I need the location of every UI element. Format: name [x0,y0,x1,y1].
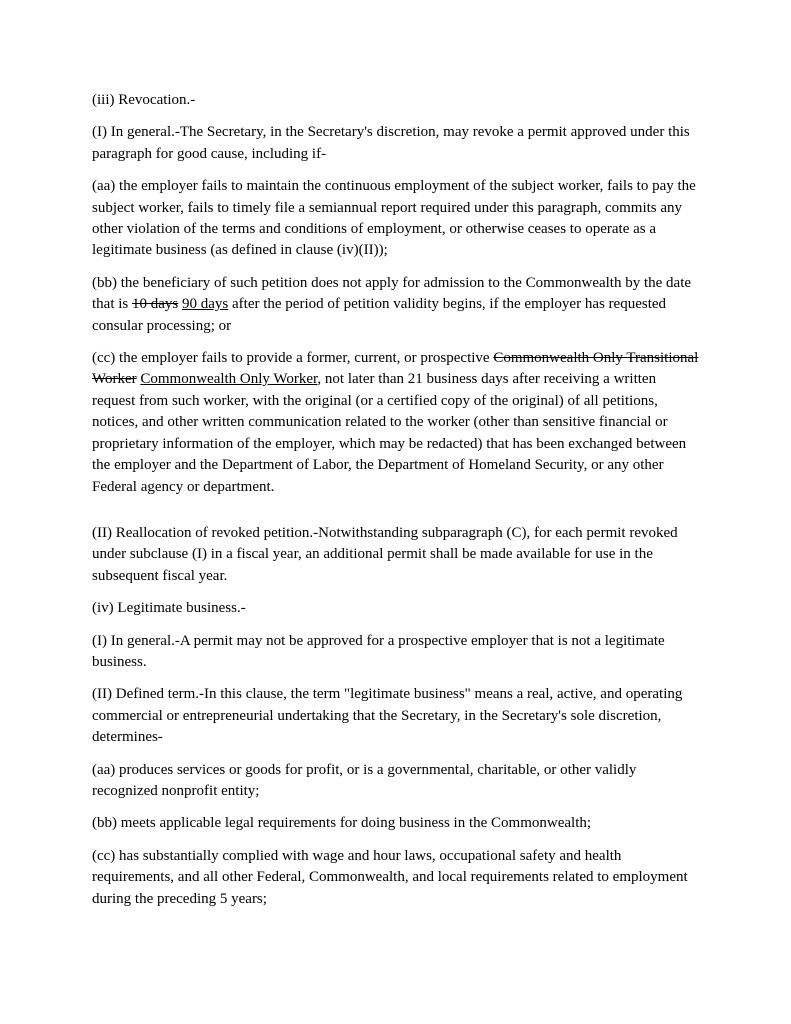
text-run: , not later than 21 business days after receiving a written request from such worker, with the original (or a certified copy of the original) of all petitions, notices, and other written communication related to the worker (other than sensitive financial or proprietary information of the employer, which may be redacted) that has been exchanged between the employer and the Department of Labor, the Department of Homeland Security, or any other Federal agency or department. [92,371,687,495]
item-cc-records-request [92,348,699,498]
inserted-text-run: 90 days [182,296,229,313]
text-run: (I) In general.-A permit may not be approved for a prospective employer that is not a legitimate business. [92,632,665,670]
text-run: (iv) Legitimate business.- [92,600,246,617]
text-run: (I) In general.-The Secretary, in the Secretary's discretion, may revoke a permit approved under this paragraph for good cause, including if- [92,124,690,162]
document-body [92,90,699,921]
text-run: (cc) has substantially complied with wage and hour laws, occupational safety and health requirements, and all other Federal, Commonwealth, and local requirements related to employment during the preceding 5 years; [92,847,688,907]
text-run: (aa) produces services or goods for profit, or is a governmental, charitable, or other validly recognized nonprofit entity; [92,761,637,799]
text-run: after the period of petition validity begins, if the employer has requested consular processing; or [92,296,667,334]
text-run: (II) Reallocation of revoked petition.-Notwithstanding subparagraph (C), for each permit revoked under subclause (I) in a fiscal year, an additional permit shall be made available for use in the subsequent fiscal year. [92,524,678,584]
item-bb-admission-deadline [92,273,699,337]
text-run: (cc) the employer fails to provide a former, current, or prospective [92,350,494,367]
deleted-text-run: 10 days [132,296,179,313]
blank-line-spacer [92,509,699,523]
subclause-II-reallocation [92,523,699,587]
subclause-I-in-general-legitimate [92,631,699,674]
inserted-text-run: Commonwealth Only Worker [140,371,318,388]
clause-iii-heading [92,90,699,111]
subclause-II-defined-term [92,684,699,748]
text-run: (bb) meets applicable legal requirements for doing business in the Commonwealth; [92,815,592,832]
item-aa-continuous-employment [92,176,699,262]
text-run: (aa) the employer fails to maintain the continuous employment of the subject worker, fails to pay the subject worker, fails to timely file a semiannual report required under this paragraph, commits any other violation of the terms and conditions of employment, or otherwise ceases to operate as a legitimate business (as defined in clause (iv)(II)); [92,178,696,259]
item-aa-produces-services [92,760,699,803]
text-run: (iii) Revocation.- [92,92,196,108]
text-run: (II) Defined term.-In this clause, the term "legitimate business" means a real, active, and operating commercial or entrepreneurial undertaking that the Secretary, in the Secretary's sole discretion, determines- [92,686,683,746]
text-run: (bb) the beneficiary of such petition does not apply for admission to the Commonwealth by the date that is [92,274,692,313]
subclause-I-in-general [92,122,699,165]
deleted-text-run: Commonwealth Only Transitional Worker [92,350,699,388]
item-bb-legal-requirements [92,813,699,834]
item-cc-wage-hour-compliance [92,846,699,910]
clause-iv-heading [92,598,699,619]
